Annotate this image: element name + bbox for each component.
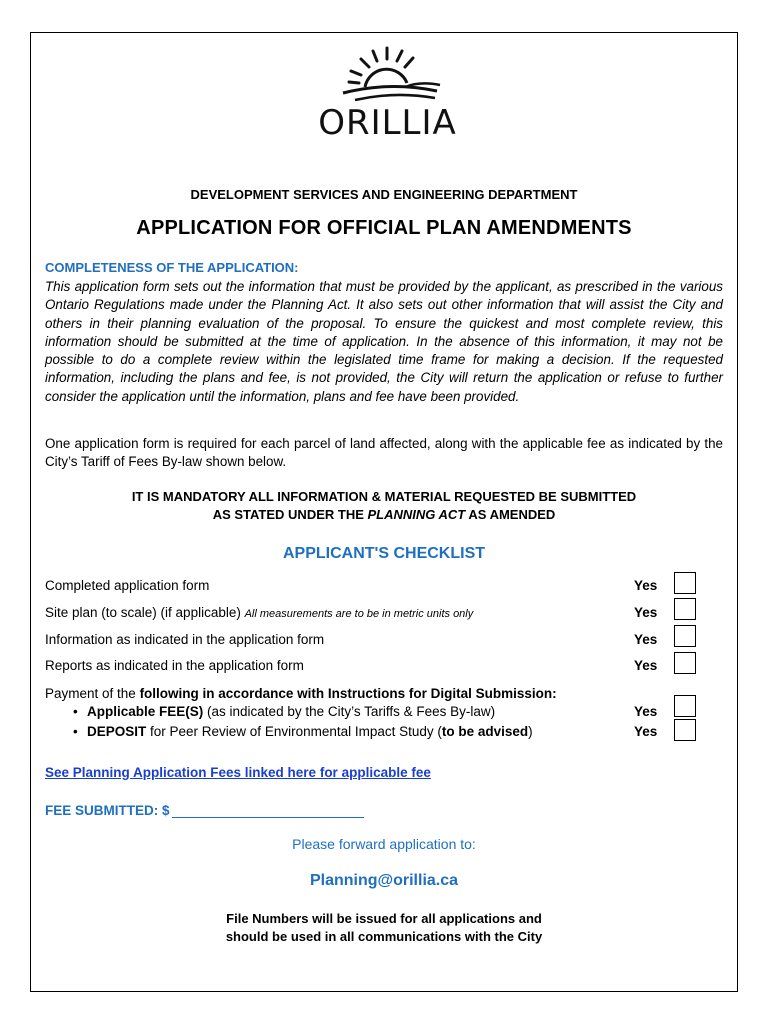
checklist-item-label: Reports as indicated in the application form <box>45 658 304 673</box>
payment-intro <box>45 686 557 701</box>
bullet-icon: • <box>73 724 78 739</box>
deposit-bold: DEPOSIT <box>87 724 147 739</box>
completeness-heading: COMPLETENESS OF THE APPLICATION: <box>45 260 299 275</box>
page-title: APPLICATION FOR OFFICIAL PLAN AMENDMENTS <box>136 217 632 239</box>
fees-bold: Applicable FEE(S) <box>87 704 204 719</box>
checklist-item-reports <box>45 658 304 673</box>
checkbox-site-plan[interactable] <box>674 598 696 620</box>
fee-submitted-label: FEE SUBMITTED: $ <box>45 803 170 818</box>
yes-label: Yes <box>634 632 658 647</box>
yes-label: Yes <box>634 724 658 739</box>
metric-units-note: All measurements are to be in metric units only <box>244 608 474 620</box>
logo-wordmark: ORILLIA <box>318 103 457 143</box>
checklist-item-label: Completed application form <box>45 578 210 593</box>
fees-rest: (as indicated by the City’s Tariffs & Fees By-law) <box>203 704 496 719</box>
checklist-item-information <box>45 632 324 647</box>
checkbox-information[interactable] <box>674 625 696 647</box>
planning-act-text: PLANNING ACT <box>367 507 466 522</box>
mandatory-line-2 <box>30 506 738 524</box>
file-numbers-line-2: should be used in all communications with the City <box>225 929 543 944</box>
payment-bullet-fees <box>73 704 495 719</box>
yes-label: Yes <box>634 658 658 673</box>
forward-instruction: Please forward application to: <box>292 836 476 852</box>
orillia-logo <box>295 45 480 155</box>
completeness-body: This application form sets out the information that must be provided by the applicant, as prescribed in the various Ontario Regulations made under the Planning Act. It also sets out other information that will assist the City and others in their planning evaluation of the proposal. To ensure the quickest and most complete review, this information should be submitted at the time of application. In the absence of this information, it may not be possible to do a complete review within the legislated time frame for making a decision. If the requested information, including the plans and fee, is not provided, the City will return the application or refuse to further consider the application until the information, plans and fee have been provided. <box>45 279 723 404</box>
checklist-item-site-plan <box>45 605 473 620</box>
checkbox-reports[interactable] <box>674 652 696 674</box>
checklist-item-label: Information as indicated in the application form <box>45 632 325 647</box>
checklist-title: APPLICANT'S CHECKLIST <box>282 545 486 562</box>
payment-intro-bold: following in accordance with Instructions for Digital Submission: <box>139 686 557 701</box>
planning-fees-link[interactable]: See Planning Application Fees linked here for applicable fee <box>45 765 431 780</box>
mandatory-line-1: IT IS MANDATORY ALL INFORMATION & MATERIAL REQUESTED BE SUBMITTED <box>131 489 637 504</box>
to-be-advised: to be advised <box>441 724 529 739</box>
fee-submitted <box>45 803 364 818</box>
yes-label: Yes <box>634 704 658 719</box>
mandatory-line-2-post: AS AMENDED <box>465 507 556 522</box>
yes-label: Yes <box>634 578 658 593</box>
file-numbers-notice <box>30 910 738 946</box>
deposit-rest: for Peer Review of Environmental Impact Study ( <box>146 724 442 739</box>
deposit-close: ) <box>528 724 533 739</box>
one-form-notice: One application form is required for each parcel of land affected, along with the applicable fee as indicated by the City’s Tariff of Fees By-law shown below. <box>45 436 723 469</box>
fee-amount-field[interactable] <box>172 803 364 818</box>
department-heading: DEVELOPMENT SERVICES AND ENGINEERING DEPARTMENT <box>190 187 578 202</box>
checklist-item-application-form <box>45 578 209 593</box>
mandatory-line-2-pre: AS STATED UNDER THE <box>212 507 368 522</box>
file-numbers-line-1: File Numbers will be issued for all applications and <box>226 911 542 926</box>
checkbox-application-form[interactable] <box>674 572 696 594</box>
checklist-item-label: Site plan (to scale) (if applicable) <box>45 605 245 620</box>
yes-label: Yes <box>634 605 658 620</box>
checkbox-fees[interactable] <box>674 695 696 717</box>
sun-over-water-icon <box>295 45 480 105</box>
payment-bullet-deposit <box>73 724 533 739</box>
payment-intro-pre: Payment of the <box>45 686 140 701</box>
mandatory-notice <box>30 488 738 524</box>
checkbox-deposit[interactable] <box>674 719 696 741</box>
bullet-icon: • <box>73 704 78 719</box>
planning-email[interactable]: Planning@orillia.ca <box>309 872 459 889</box>
